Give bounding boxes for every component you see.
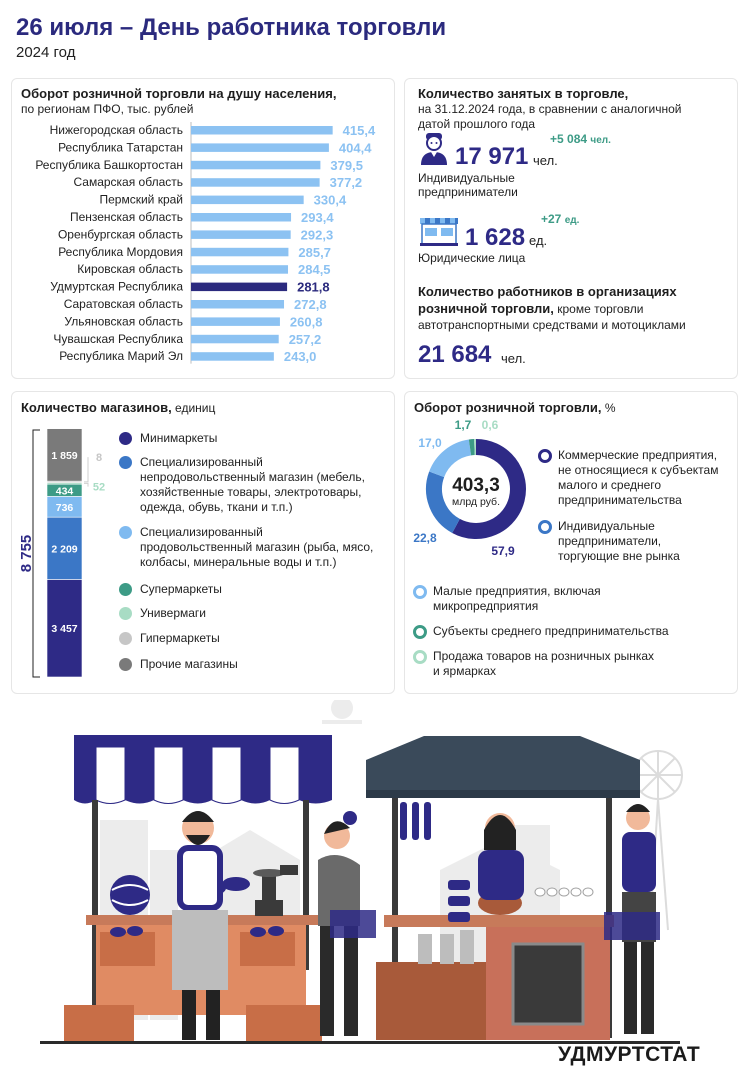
donut-legend-item — [413, 624, 669, 639]
ip-delta: +5 084 чел. — [550, 132, 611, 146]
bar-category-label: Ульяновская область — [64, 314, 183, 329]
segment-leader-line — [84, 457, 88, 482]
legend-ring-icon — [413, 585, 427, 599]
bar-value-label: 379,5 — [330, 157, 363, 173]
stores-legend-text: Минимаркеты — [140, 431, 218, 445]
legend-swatch-icon — [119, 526, 132, 539]
bar-value-label: 330,4 — [313, 192, 347, 208]
bar — [191, 213, 291, 222]
bar — [191, 317, 280, 326]
stores-legend-text: Гипермаркеты — [140, 631, 220, 645]
legend-swatch-icon — [119, 632, 132, 645]
market-stalls-illustration — [0, 700, 749, 1079]
bar — [191, 300, 284, 309]
legend-ring-icon — [538, 449, 552, 463]
donut-legend-item — [413, 649, 654, 679]
segment-value-label: 1 859 — [51, 449, 78, 462]
bar-category-label: Республика Мордовия — [58, 244, 183, 259]
stores-legend-item — [119, 657, 389, 672]
donut-legend-item — [413, 584, 601, 614]
segment-value-label: 3 457 — [51, 623, 78, 636]
bar-value-label: 260,8 — [289, 314, 323, 330]
bar-value-label: 377,2 — [329, 175, 363, 191]
bar-value-label: 281,8 — [297, 279, 330, 295]
legend-swatch-icon — [119, 607, 132, 620]
segment-value-label: 2 209 — [51, 543, 78, 556]
workers-unit: чел. — [501, 351, 526, 366]
turnover-structure-card — [404, 391, 738, 694]
donut-legend-item — [538, 519, 680, 564]
segment-value-label: 434 — [55, 485, 74, 498]
bar — [191, 230, 291, 239]
stores-count-card — [11, 391, 395, 694]
bar — [191, 335, 279, 344]
ip-label-1: Индивидуальные — [418, 171, 515, 185]
bar-value-label: 404,4 — [338, 140, 372, 156]
bar-category-label: Саратовская область — [63, 297, 183, 311]
segment-value-label: 736 — [55, 501, 74, 514]
bar-category-label: Республика Марий Эл — [59, 349, 183, 364]
bar-value-label: 257,2 — [288, 331, 322, 347]
stores-legend-item — [119, 431, 389, 446]
legend-ring-icon — [538, 520, 552, 534]
ip-count: 17 971 — [455, 143, 529, 170]
legal-entities-label: Юридические лица — [418, 251, 526, 265]
donut-center-value: 403,3 — [452, 475, 500, 496]
stores-legend-item — [119, 455, 389, 515]
bar — [191, 178, 320, 187]
bar-category-label: Республика Татарстан — [58, 140, 183, 155]
employment-card-title: Количество занятых в торговле, — [418, 86, 629, 101]
legend-swatch-icon — [119, 456, 132, 469]
segment-value-label: 8 — [95, 452, 103, 465]
legal-entities-count: 1 628 — [465, 224, 526, 251]
workers-count: 21 684 — [418, 341, 492, 368]
turnover-bar-chart — [12, 79, 396, 380]
donut-value-label: 57,9 — [491, 544, 515, 558]
legal-entities-delta: +27 ед. — [541, 212, 580, 226]
bar-category-label: Нижегородская область — [49, 123, 183, 137]
stores-card-title: Количество магазинов, единиц — [21, 400, 216, 415]
page-title: 26 июля – День работника торговли — [16, 14, 447, 41]
stores-legend-item — [119, 631, 389, 646]
bar-category-label: Самарская область — [73, 175, 183, 190]
bar-category-label: Удмуртская Республика — [50, 279, 183, 294]
donut-value-label: 22,8 — [413, 531, 437, 545]
stores-total-label: 8 755 — [18, 534, 35, 573]
segment-leader-line — [84, 483, 88, 486]
bar — [191, 283, 287, 292]
turnover-per-capita-card — [11, 78, 395, 379]
donut-legend-text: Продажа товаров на розничных рынках и ярмарках — [433, 649, 655, 678]
bar — [191, 196, 304, 205]
employment-card-subtitle-1: на 31.12.2024 года, в сравнении с аналогичной — [418, 102, 682, 116]
donut-legend-text: Индивидуальные предприниматели, торгующие вне рынка — [558, 519, 680, 563]
workers-title-1: Количество работников в организациях — [418, 284, 677, 299]
bar-value-label: 292,3 — [300, 227, 334, 243]
bar — [191, 161, 320, 170]
donut-legend-item — [538, 448, 718, 508]
bar — [191, 248, 288, 256]
stores-legend-text: Специализированный продовольственный магазин (рыба, мясо, колбасы, минеральные воды и т.п.) — [140, 525, 374, 569]
legend-ring-icon — [413, 625, 427, 639]
brand-logo-text: УДМУРТСТАТ — [558, 1043, 701, 1066]
bar-value-label: 243,0 — [283, 349, 317, 365]
shop-building-icon — [419, 217, 459, 247]
stores-legend-text: Специализированный непродовольственный магазин (мебель, хозяйственные товары, электротовары, одежда, обувь, ткани и т.п.) — [140, 455, 365, 514]
employment-card — [404, 78, 738, 379]
workers-title-2: розничной торговли, кроме торговли — [418, 301, 644, 316]
bar-value-label: 284,5 — [298, 262, 331, 278]
legend-swatch-icon — [119, 583, 132, 596]
bar-value-label: 293,4 — [301, 210, 334, 225]
donut-center-unit: млрд руб. — [451, 496, 501, 508]
donut-legend-text: Малые предприятия, включая микропредприятия — [433, 584, 601, 613]
bar — [191, 265, 288, 274]
bar-value-label: 272,8 — [294, 297, 327, 312]
turnover-card-title: Оборот розничной торговли на душу населения, — [21, 86, 337, 101]
stores-legend-text: Супермаркеты — [140, 582, 222, 596]
stores-legend-item — [119, 525, 389, 570]
bar-category-label: Кировская область — [77, 262, 183, 277]
bar — [191, 126, 333, 135]
stores-legend-text: Универмаги — [140, 606, 207, 620]
person-icon — [419, 132, 449, 166]
workers-subtitle: автотранспортными средствами и мотоциклами — [418, 318, 686, 332]
employment-card-subtitle-2: датой прошлого года — [418, 117, 536, 131]
turnover-structure-title: Оборот розничной торговли, % — [414, 400, 616, 415]
segment-value-label: 52 — [92, 481, 106, 494]
donut-legend-text: Субъекты среднего предпринимательства — [433, 624, 669, 638]
legend-ring-icon — [413, 650, 427, 664]
donut-value-label: 17,0 — [418, 436, 442, 450]
legend-swatch-icon — [119, 432, 132, 445]
bar-category-label: Чувашская Республика — [53, 331, 183, 346]
stores-legend-item — [119, 582, 389, 597]
page-subtitle: 2024 год — [16, 44, 76, 61]
bar-value-label: 415,4 — [342, 123, 376, 138]
stores-legend-item — [119, 606, 389, 621]
bar-category-label: Пензенская область — [69, 210, 183, 224]
donut-slice — [437, 447, 470, 474]
donut-value-label: 0,6 — [481, 418, 499, 432]
bar — [191, 352, 274, 361]
ip-unit: чел. — [533, 153, 558, 168]
turnover-card-subtitle: по регионам ПФО, тыс. рублей — [21, 102, 194, 116]
legal-entities-unit: ед. — [529, 233, 548, 248]
bar-category-label: Пермский край — [99, 192, 183, 207]
bar-value-label: 285,7 — [298, 244, 331, 260]
ip-label-2: предприниматели — [418, 185, 518, 199]
bar-category-label: Республика Башкортостан — [35, 157, 183, 172]
donut-value-label: 1,7 — [454, 418, 472, 432]
bar — [191, 143, 329, 152]
legend-swatch-icon — [119, 658, 132, 671]
stores-legend-text: Прочие магазины — [140, 657, 238, 671]
donut-legend-text: Коммерческие предприятия, не относящиеся к субъектам малого и среднего предпринимательства — [558, 448, 719, 507]
bar-category-label: Оренбургская область — [57, 227, 183, 242]
